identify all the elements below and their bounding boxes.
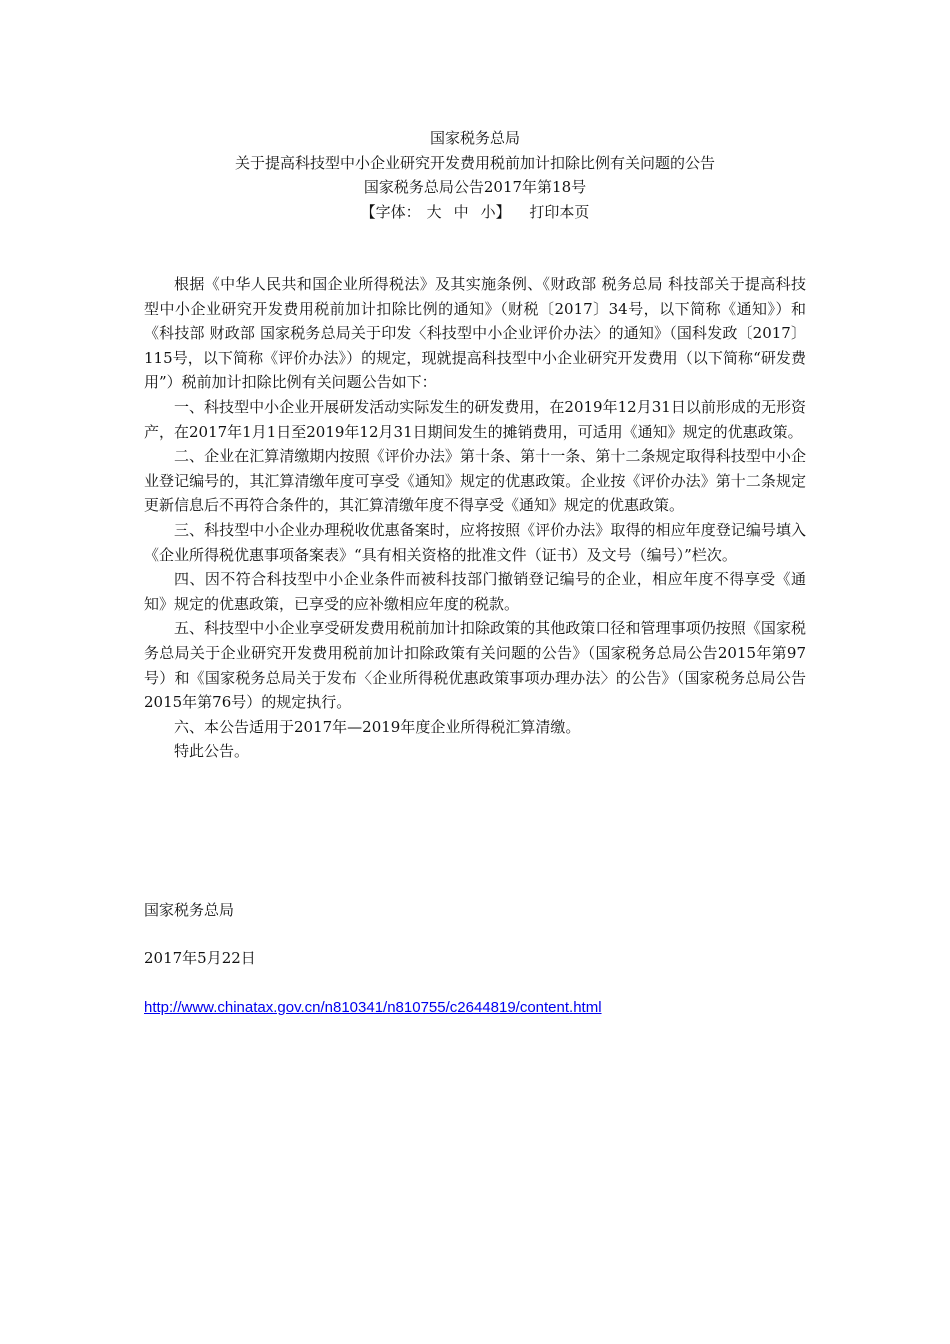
- paragraph-item-5: 五、科技型中小企业享受研发费用税前加计扣除政策的其他政策口径和管理事项仍按照《国家税务总局关于企业研究开发费用税前加计扣除政策有关问题的公告》（国家税务总局公告2015年第97号）和《国家税务总局关于发布〈企业所得税优惠政策事项办理办法〉的公告》（国家税务总局公告2015年第76号）的规定执行。: [144, 619, 806, 712]
- font-large-button[interactable]: 大: [426, 202, 442, 221]
- font-small-button[interactable]: 小】: [480, 202, 511, 221]
- print-page-button[interactable]: 打印本页: [529, 202, 590, 221]
- paragraph-item-3: 三、科技型中小企业办理税收优惠备案时，应将按照《评价办法》取得的相应年度登记编号填入《企业所得税优惠事项备案表》“具有相关资格的批准文件（证书）及文号（编号）”栏次。: [144, 520, 806, 564]
- document-body: [144, 272, 806, 764]
- header-controls: [144, 200, 806, 225]
- signature-issuer: 国家税务总局: [144, 901, 235, 919]
- document-title: 关于提高科技型中小企业研究开发费用税前加计扣除比例有关问题的公告: [234, 153, 715, 172]
- paragraph-item-1: 一、科技型中小企业开展研发活动实际发生的研发费用，在2019年12月31日以前形成的无形资产，在2017年1月1日至2019年12月31日期间发生的摊销费用，可适用《通知》规定的优惠政策。: [144, 397, 806, 441]
- font-medium-button[interactable]: 中: [453, 202, 469, 221]
- font-size-label: 【字体：: [360, 202, 421, 221]
- paragraph-item-4: 四、因不符合科技型中小企业条件而被科技部门撤销登记编号的企业，相应年度不得享受《通知》规定的优惠政策，已享受的应补缴相应年度的税款。: [144, 570, 806, 613]
- font-size-control: [361, 203, 516, 221]
- paragraph-item-2: 二、企业在汇算清缴期内按照《评价办法》第十条、第十一条、第十二条规定取得科技型中小企业登记编号的，其汇算清缴年度可享受《通知》规定的优惠政策。企业按《评价办法》第十二条规定更新信息后不再符合条件的，其汇算清缴年度不得享受《通知》规定的优惠政策。: [144, 447, 806, 515]
- document-header: [144, 126, 806, 224]
- document-number: 国家税务总局公告2017年第18号: [363, 178, 587, 196]
- source-url-link[interactable]: http://www.chinatax.gov.cn/n810341/n810755/c2644819/content.html: [144, 999, 602, 1016]
- paragraph-intro: 根据《中华人民共和国企业所得税法》及其实施条例、《财政部 税务总局 科技部关于提高科技型中小企业研究开发费用税前加计扣除比例的通知》（财税〔2017〕34号，以下简称《通知》）和《科技部 财政部 国家税务总局关于印发〈科技型中小企业评价办法〉的通知》（国科发政〔2017〕115号，以下简称《评价办法》）的规定，现就提高科技型中小企业研究开发费用（以下简称“研发费用”）税前加计扣除比例有关问题公告如下：: [144, 275, 806, 392]
- agency-name: 国家税务总局: [429, 129, 520, 147]
- signature-date: 2017年5月22日: [144, 949, 256, 967]
- paragraph-closing: 特此公告。: [174, 742, 250, 761]
- paragraph-item-6: 六、本公告适用于2017年—2019年度企业所得税汇算清缴。: [174, 717, 581, 736]
